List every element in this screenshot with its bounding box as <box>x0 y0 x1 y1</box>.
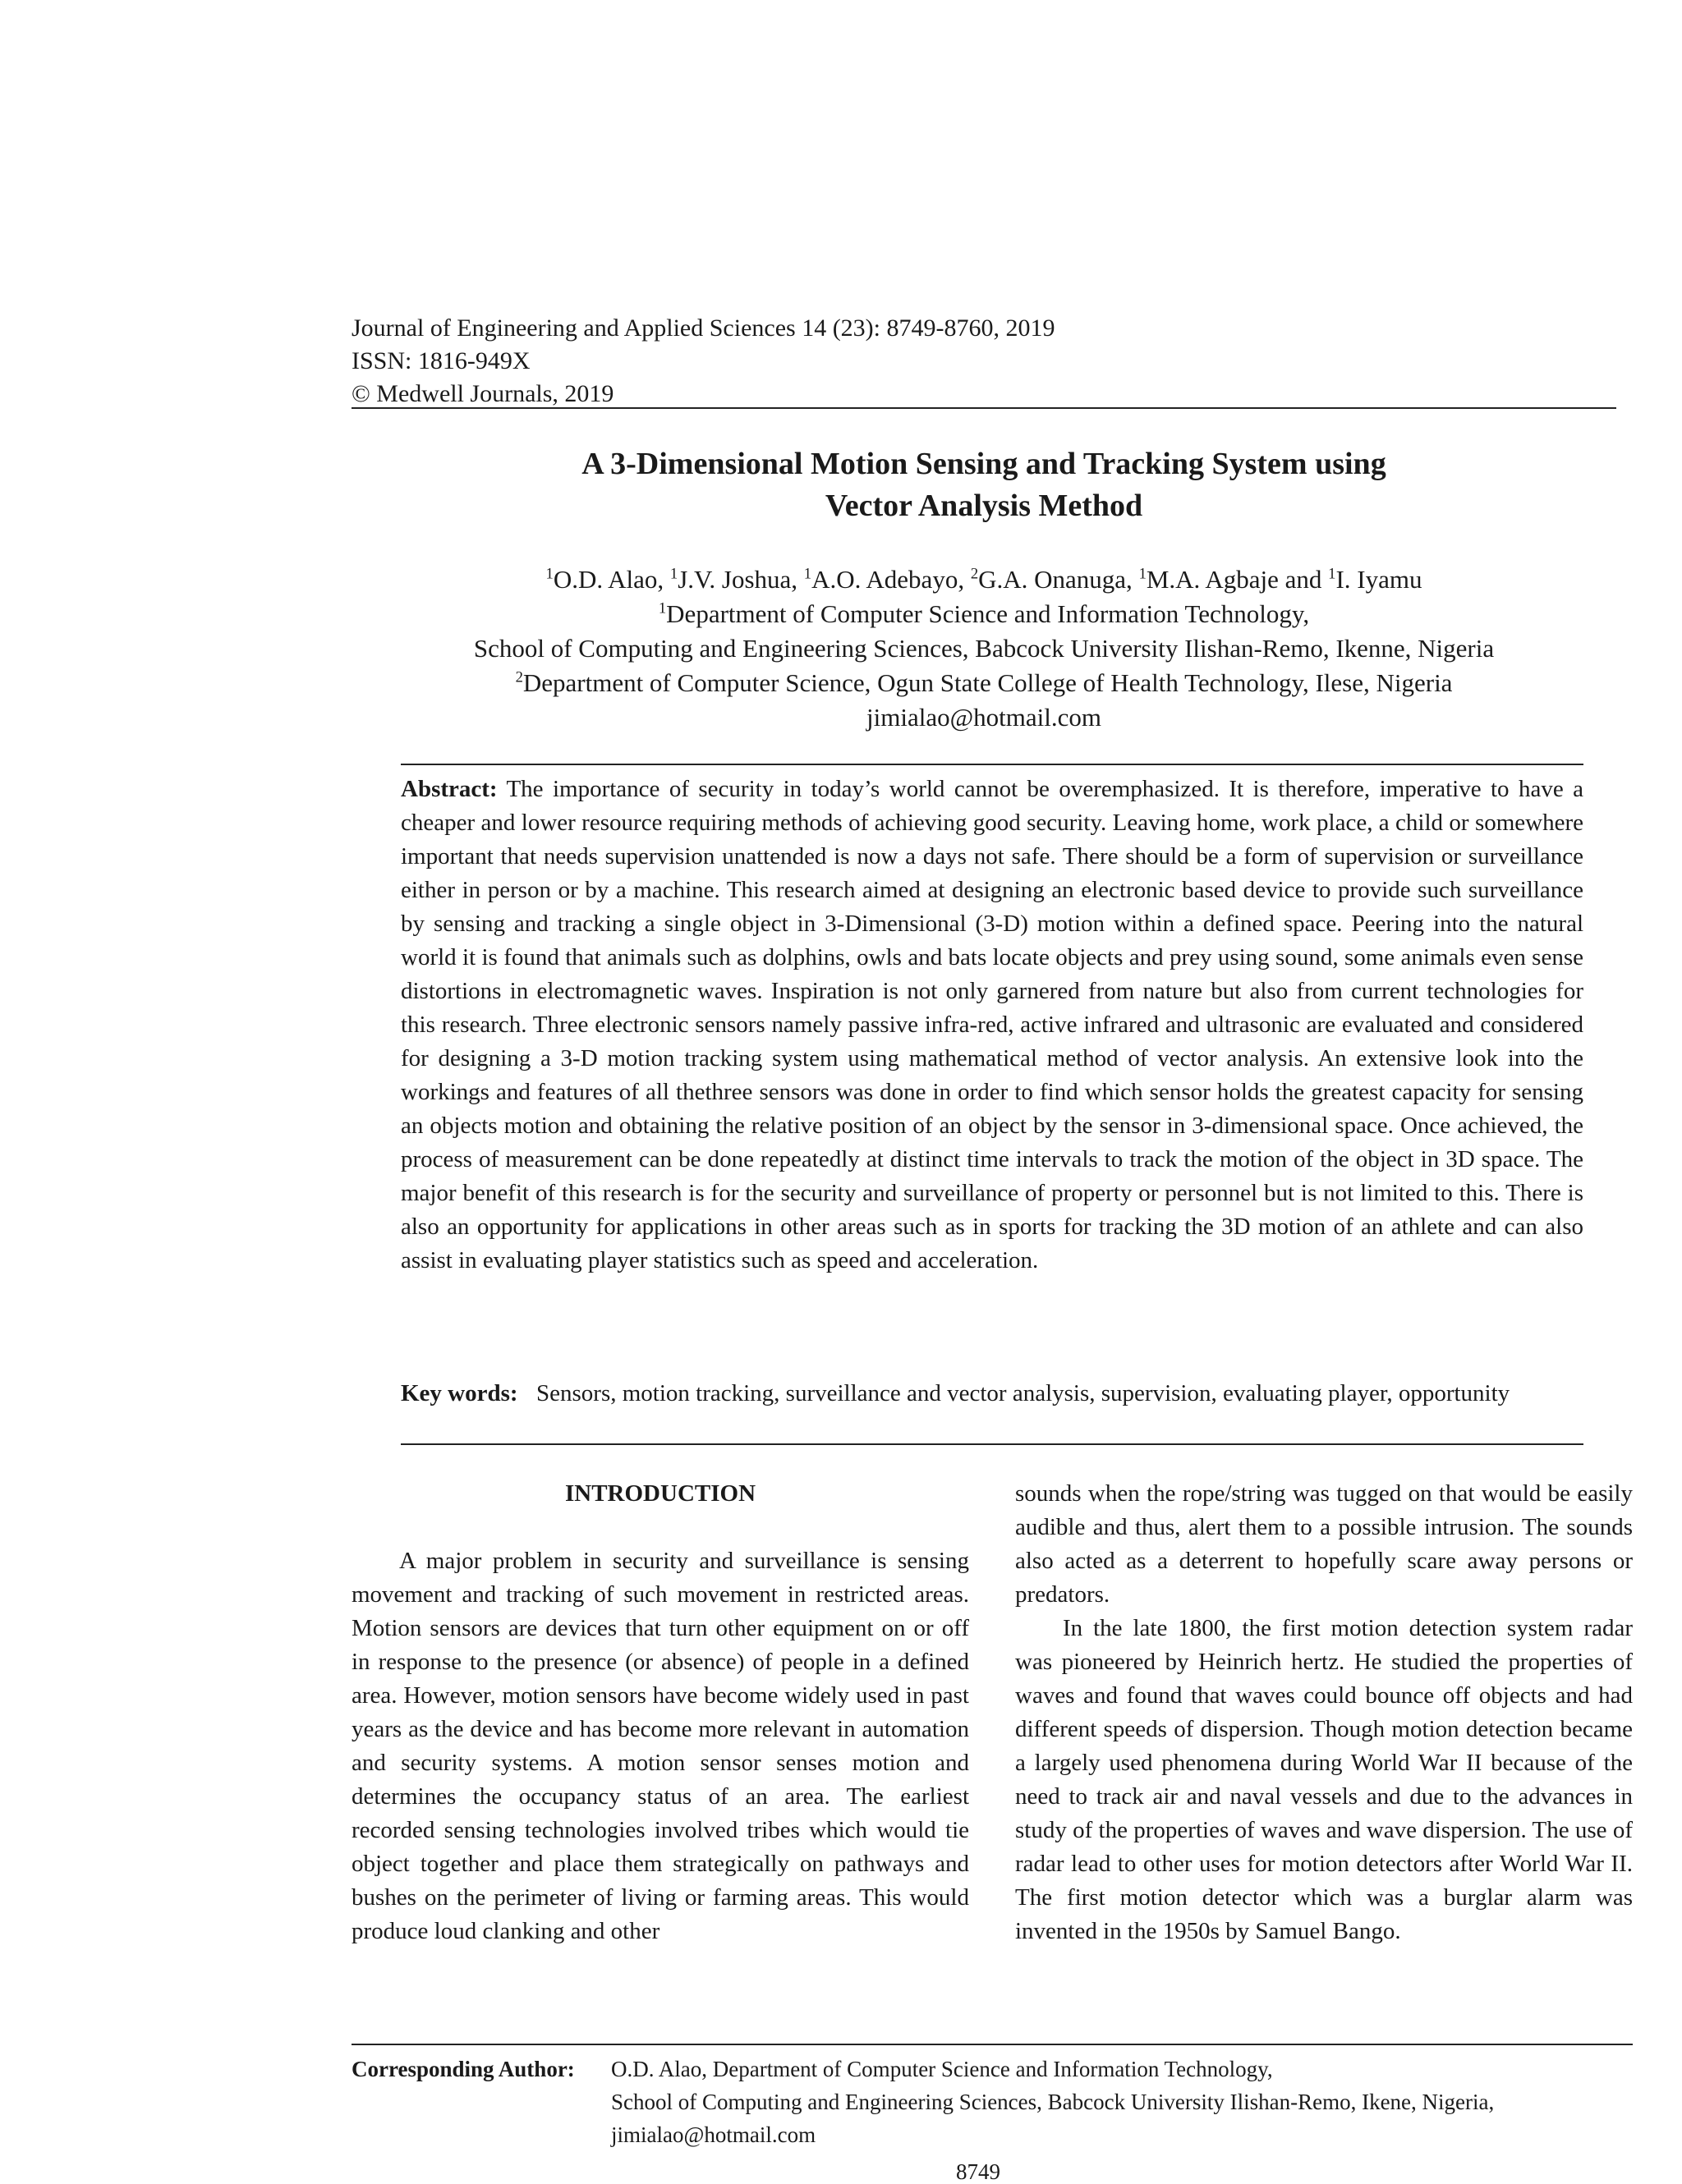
left-column <box>352 1477 969 1948</box>
corresponding-author-email: jimialao@hotmail.com <box>611 2122 816 2147</box>
section-heading-introduction: INTRODUCTION <box>564 1480 756 1507</box>
author-name: M.A. Agbaje and <box>1146 565 1329 594</box>
intro-paragraph-1: A major problem in security and surveillance is sensing movement and tracking of such movement in restricted areas. Motion sensors are devices that turn other equipment on or off in response to the presence (or absence) of people in a defined area. However, motion sensors have become widely used in past years as the device and has become more relevant in automation and security systems. A motion sensor senses motion and determines the occupancy status of an area. The earliest recorded sensing technologies involved tribes which would tie object together and place them strategically on pathways and bushes on the perimeter of living or farming areas. This would produce loud clanking and other <box>352 1548 969 1944</box>
authors-block <box>352 562 1616 735</box>
author-name: O.D. Alao, <box>553 565 670 594</box>
author-name: I. Iyamu <box>1335 565 1422 594</box>
keywords-text: Sensors, motion tracking, surveillance and vector analysis, supervision, evaluating player, opportunity <box>536 1380 1510 1406</box>
abstract-text: The importance of security in today’s world cannot be overemphasized. It is therefore, imperative to have a cheaper and lower resource requiring methods of achieving good security. Leaving home, work place, a child or somewhere important that needs supervision unattended is now a days not safe. There should be a form of supervision or surveillance either in person or by a machine. This research aimed at designing an electronic based device to provide such surveillance by sensing and tracking a single object in 3-Dimensional (3-D) motion within a defined space. Peering into the natural world it is found that animals such as dolphins, owls and bats locate objects and prey using sound, some animals even sense distortions in electromagnetic waves. Inspiration is not only garnered from nature but also from current technologies for this research. Three electronic sensors namely passive infra-red, active infrared and ultrasonic are evaluated and considered for designing a 3-D motion tracking system using mathematical method of vector analysis. An extensive look into the workings and features of all thethree sensors was done in order to find which sensor holds the greatest capacity for sensing an objects motion and obtaining the relative position of an object by the sensor in 3-dimensional space. Once achieved, the process of measurement can be done repeatedly at distinct time intervals to track the motion of the object in 3D space. The major benefit of this research is for the security and surveillance of property or personnel but is not limited to this. There is also an opportunity for applications in other areas such as in sports for tracking the 3D motion of an athlete and can also assist in evaluating player statistics such as speed and acceleration. <box>401 776 1583 1273</box>
affiliation-1-school: School of Computing and Engineering Sciences, Babcock University Ilishan-Remo, Ikenne, Nigeria <box>473 634 1495 663</box>
journal-citation: Journal of Engineering and Applied Sciences 14 (23): 8749-8760, 2019 <box>352 314 1055 342</box>
abstract-label: Abstract: <box>401 776 498 802</box>
page-number: 8749 <box>956 2159 1000 2184</box>
affiliation-2: $^2$Department of Computer Science, Ogun State College of Health Technology, Ilese, Nigeria <box>515 668 1453 697</box>
keywords-label: Key words: <box>401 1380 518 1406</box>
corresponding-author-line-1: O.D. Alao, Department of Computer Science and Information Technology, <box>611 2057 1273 2081</box>
journal-issn: ISSN: 1816-949X <box>352 347 531 374</box>
abstract-top-rule <box>401 764 1583 765</box>
title-line-1: A 3-Dimensional Motion Sensing and Tracking System using <box>581 447 1386 481</box>
journal-copyright: © Medwell Journals, 2019 <box>352 380 614 407</box>
author-name: A.O. Adebayo, <box>811 565 971 594</box>
author-name: G.A. Onanuga, <box>978 565 1139 594</box>
author-list: $^1$O.D. Alao, $^1$J.V. Joshua, $^1$A.O. Adebayo, $^2$G.A. Onanuga, $^1$M.A. Agbaje and $^1$I. Iyamu <box>545 565 1422 594</box>
abstract <box>401 773 1583 1278</box>
corresponding-author-label: Corresponding Author: <box>352 2057 575 2081</box>
corresponding-author-line-2: School of Computing and Engineering Sciences, Babcock University Ilishan-Remo, Ikene, Nigeria, <box>611 2090 1495 2114</box>
intro-paragraph-2: In the late 1800, the first motion detection system radar was pioneered by Heinrich hertz. He studied the properties of waves and found that waves could bounce off objects and had different speeds of dispersion. Though motion detection became a largely used phenomena during World War II because of the need to track air and naval vessels and due to the advances in study of the properties of waves and wave dispersion. The use of radar lead to other uses for motion detectors after World War II. The first motion detector which was a burglar alarm was invented in the 1950s by Samuel Bango. <box>1015 1615 1633 1944</box>
affiliation-1: $^1$Department of Computer Science and Information Technology, <box>658 599 1310 628</box>
author-email: jimialao@hotmail.com <box>866 703 1101 732</box>
keywords-bottom-rule <box>401 1443 1583 1445</box>
author-name: J.V. Joshua, <box>678 565 804 594</box>
intro-paragraph-1-continued: sounds when the rope/string was tugged on that would be easily audible and thus, alert them to a possible intrusion. The sounds also acted as a deterrent to hopefully scare away persons or predators. <box>1015 1480 1633 1608</box>
footnote-rule <box>352 2044 1633 2045</box>
journal-header <box>352 312 1616 411</box>
right-column <box>1015 1477 1633 1948</box>
title-line-2: Vector Analysis Method <box>825 489 1143 523</box>
header-divider <box>352 407 1616 409</box>
paper-title <box>352 443 1616 527</box>
